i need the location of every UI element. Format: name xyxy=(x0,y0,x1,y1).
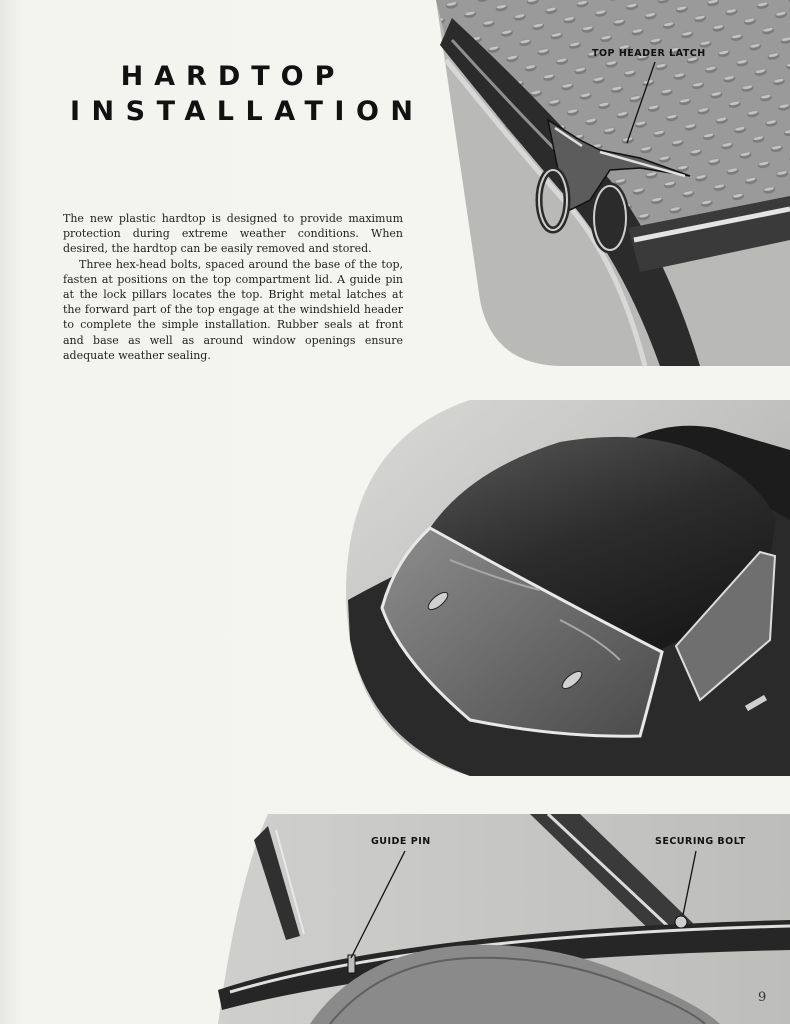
page-title xyxy=(60,60,425,130)
callout-securing-bolt: SECURING BOLT xyxy=(655,836,746,847)
paragraph-2: Three hex-head bolts, spaced around the base of the top, fasten at positions on the top compartment lid. A guide pin at the lock pillars locates the top. Bright metal latches at the forward part of the top engage at the windshield header to complete the simple installation. Rubber seals at front and base as well as around window openings ensure adequate weather sealing. xyxy=(63,257,403,362)
title-line-2: INSTALLATION xyxy=(70,96,425,127)
car-top-photo xyxy=(346,400,790,776)
paragraph-1: The new plastic hardtop is designed to provide maximum protection during extreme weather conditions. When desired, the hardtop can be easily removed and stored. xyxy=(63,212,403,256)
callout-top-header-latch: TOP HEADER LATCH xyxy=(592,48,706,59)
page-number: 9 xyxy=(758,990,767,1005)
title-line-1: HARDTOP xyxy=(120,61,346,92)
callout-guide-pin: GUIDE PIN xyxy=(371,836,431,847)
body-text xyxy=(63,211,403,363)
